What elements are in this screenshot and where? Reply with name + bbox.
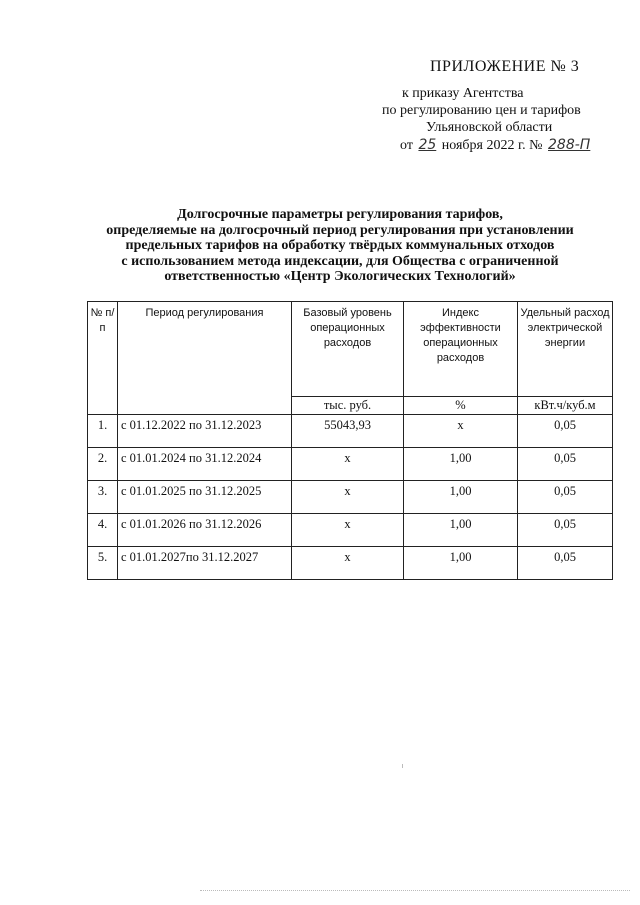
unit-base: тыс. руб. — [292, 397, 404, 415]
table-row — [88, 481, 613, 514]
row-num: 5. — [88, 547, 118, 580]
order-line-1: к приказу Агентства — [402, 86, 524, 101]
parameters-table — [87, 301, 613, 580]
table-row — [88, 415, 613, 448]
row-index: х — [404, 415, 518, 448]
unit-index: % — [404, 397, 518, 415]
title-line-3: предельных тарифов на обработку твёрдых коммунальных отходов — [125, 238, 555, 253]
row-period: с 01.01.2026 по 31.12.2026 — [118, 514, 292, 547]
row-period: с 01.01.2025 по 31.12.2025 — [118, 481, 292, 514]
row-index: 1,00 — [404, 448, 518, 481]
order-date-line — [400, 137, 592, 154]
table-header-row — [88, 302, 613, 397]
row-base: х — [292, 448, 404, 481]
row-base: 55043,93 — [292, 415, 404, 448]
row-num: 1. — [88, 415, 118, 448]
row-base: х — [292, 514, 404, 547]
date-day: 25 — [418, 137, 437, 153]
table-row — [88, 514, 613, 547]
title-line-4: с использованием метода индексации, для Общества с ограниченной — [121, 253, 559, 269]
header-period: Период регулирования — [118, 302, 292, 415]
date-prefix: от — [400, 138, 413, 153]
row-energy: 0,05 — [518, 514, 613, 547]
document-title — [80, 207, 600, 285]
row-period: с 01.12.2022 по 31.12.2023 — [118, 415, 292, 448]
row-base: х — [292, 547, 404, 580]
row-period: с 01.01.2024 по 31.12.2024 — [118, 448, 292, 481]
order-line-3: Ульяновской области — [426, 120, 553, 135]
header-base: Базовый уровень операционных расходов — [292, 302, 404, 397]
row-period: с 01.01.2027по 31.12.2027 — [118, 547, 292, 580]
table-row — [88, 448, 613, 481]
header-index: Индекс эффективности операционных расходов — [404, 302, 518, 397]
row-energy: 0,05 — [518, 547, 613, 580]
title-line-2: определяемые на долгосрочный период регулирования при установлении — [106, 222, 574, 238]
row-index: 1,00 — [404, 547, 518, 580]
order-line-2: по регулированию цен и тарифов — [382, 103, 581, 118]
row-energy: 0,05 — [518, 448, 613, 481]
table-row — [88, 547, 613, 580]
header-num: № п/п — [88, 302, 118, 415]
title-line-5: ответственностью «Центр Экологических Технологий» — [164, 269, 516, 284]
order-number: 288-П — [548, 137, 591, 153]
row-num: 3. — [88, 481, 118, 514]
row-num: 2. — [88, 448, 118, 481]
title-line-1: Долгосрочные параметры регулирования тарифов, — [177, 207, 503, 222]
date-rest: ноября 2022 г. № — [441, 138, 543, 153]
row-num: 4. — [88, 514, 118, 547]
scan-bottom-edge — [200, 890, 630, 892]
appendix-title: ПРИЛОЖЕНИЕ № 3 — [430, 58, 580, 75]
row-index: 1,00 — [404, 514, 518, 547]
row-energy: 0,05 — [518, 481, 613, 514]
row-index: 1,00 — [404, 481, 518, 514]
header-energy: Удельный расход электрической энергии — [518, 302, 613, 397]
scan-artifact — [402, 764, 403, 768]
unit-energy: кВт.ч/куб.м — [518, 397, 613, 415]
row-base: х — [292, 481, 404, 514]
row-energy: 0,05 — [518, 415, 613, 448]
